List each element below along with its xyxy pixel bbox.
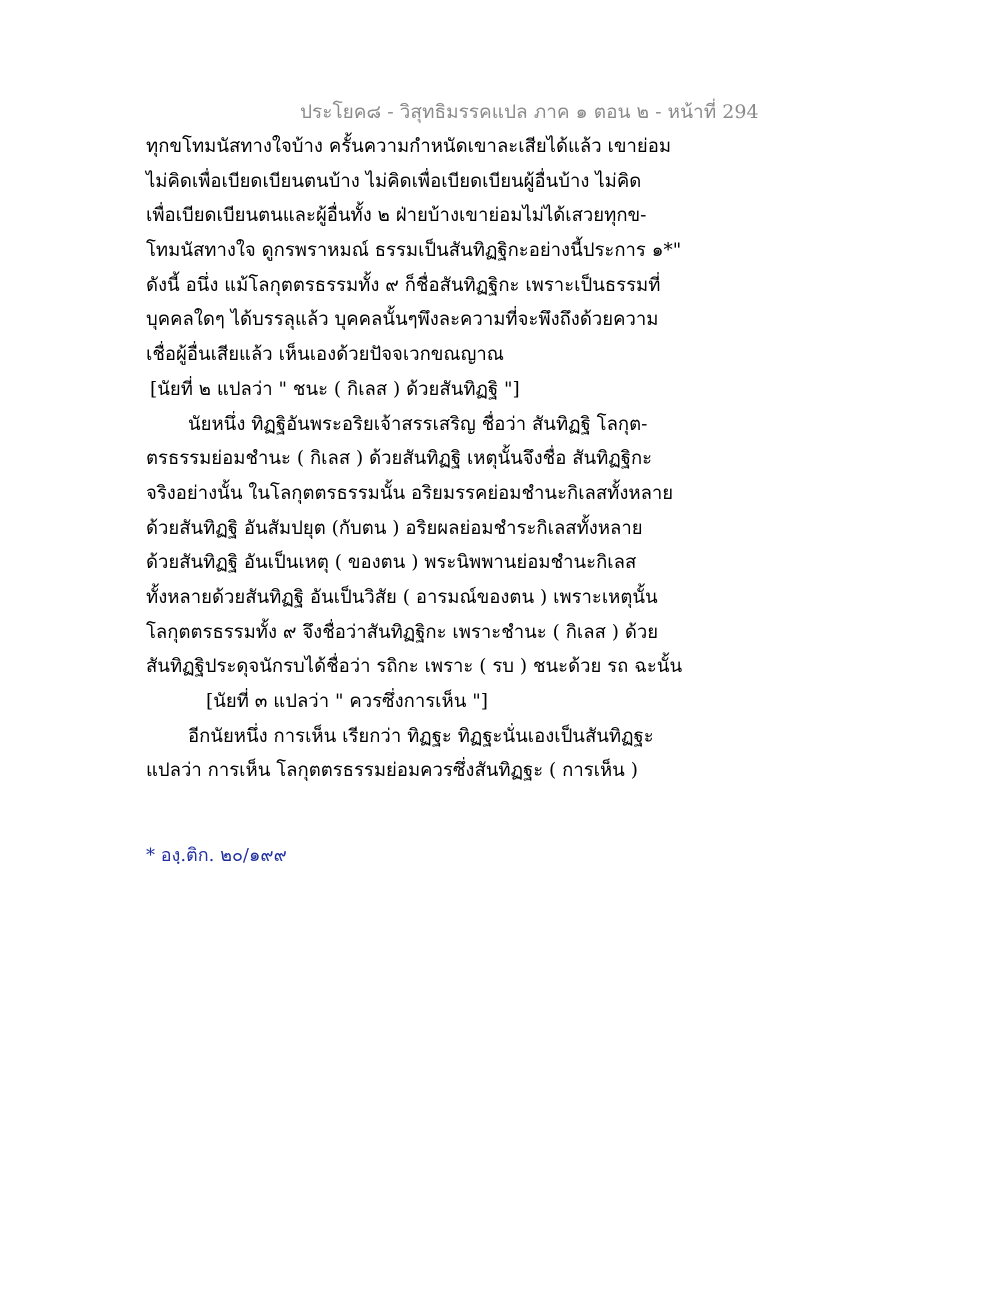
text-line: แปลว่า การเห็น โลกุตตรธรรมย่อมควรซึ่งสันทิฏฐะ ( การเห็น ) — [146, 760, 638, 782]
text-line: ด้วยสันทิฏฐิ อันสัมปยุต (กับตน ) อริยผลย่อมชำระกิเลสทั้งหลาย — [146, 517, 643, 539]
footnote: * องฺ.ติก. ๒๐/๑๙๙ — [146, 845, 287, 866]
section-heading-2: [นัยที่ ๒ แปลว่า " ชนะ ( กิเลส ) ด้วยสันทิฏฐิ "] — [150, 378, 520, 400]
text-line: เพื่อเบียดเบียนตนและผู้อื่นทั้ง ๒ ฝ่ายบ้างเขาย่อมไม่ได้เสวยทุกข- — [146, 205, 647, 227]
text-line: โทมนัสทางใจ ดูกรพราหมณ์ ธรรมเป็นสันทิฏฐิกะอย่างนี้ประการ ๑*" — [146, 240, 682, 262]
section-heading-3: [นัยที่ ๓ แปลว่า " ควรซึ่งการเห็น "] — [206, 691, 488, 712]
text-line: จริงอย่างนั้น ในโลกุตตรธรรมนั้น อริยมรรคย่อมชำนะกิเลสทั้งหลาย — [146, 482, 674, 504]
text-line: ไม่คิดเพื่อเบียดเบียนตนบ้าง ไม่คิดเพื่อเบียดเบียนผู้อื่นบ้าง ไม่คิด — [146, 170, 642, 192]
text-line: บุคคลใดๆ ได้บรรลุแล้ว บุคคลนั้นๆพึงละความที่จะพึงถึงด้วยความ — [146, 309, 659, 331]
text-line: ทั้งหลายด้วยสันทิฏฐิ อันเป็นวิสัย ( อารมณ์ของตน ) เพราะเหตุนั้น — [146, 586, 658, 608]
text-line: ทุกขโทมนัสทางใจบ้าง ครั้นความกำหนัดเขาละเสียได้แล้ว เขาย่อม — [146, 136, 672, 157]
text-line: ดังนี้ อนึ่ง แม้โลกุตตรธรรมทั้ง ๙ ก็ชื่อสันทิฏฐิกะ เพราะเป็นธรรมที่ — [146, 274, 661, 296]
body-text — [146, 130, 683, 789]
page-header: ประโยค๘ - วิสุทธิมรรคแปล ภาค ๑ ตอน ๒ - หน้าที่ 294 — [300, 101, 759, 123]
text-line: ตรธรรมย่อมชำนะ ( กิเลส ) ด้วยสันทิฏฐิ เหตุนั้นจึงชื่อ สันทิฏฐิกะ — [146, 448, 653, 470]
text-line: ด้วยสันทิฏฐิ อันเป็นเหตุ ( ของตน ) พระนิพพานย่อมชำนะกิเลส — [146, 552, 637, 574]
text-line: โลกุตตรธรรมทั้ง ๙ จึงชื่อว่าสันทิฏฐิกะ เพราะชำนะ ( กิเลส ) ด้วย — [146, 621, 659, 643]
text-line: เชื่อผู้อื่นเสียแล้ว เห็นเองด้วยปัจจเวกขณญาณ — [146, 344, 504, 366]
text-line: สันทิฏฐิประดุจนักรบได้ชื่อว่า รถิกะ เพราะ ( รบ ) ชนะด้วย รถ ฉะนั้น — [146, 656, 683, 678]
paragraph-start: นัยหนึ่ง ทิฏฐิอันพระอริยเจ้าสรรเสริญ ชื่อว่า สันทิฏฐิ โลกุต- — [188, 413, 648, 435]
paragraph-start: อีกนัยหนึ่ง การเห็น เรียกว่า ทิฏฐะ ทิฏฐะนั่นเองเป็นสันทิฏฐะ — [188, 725, 654, 747]
